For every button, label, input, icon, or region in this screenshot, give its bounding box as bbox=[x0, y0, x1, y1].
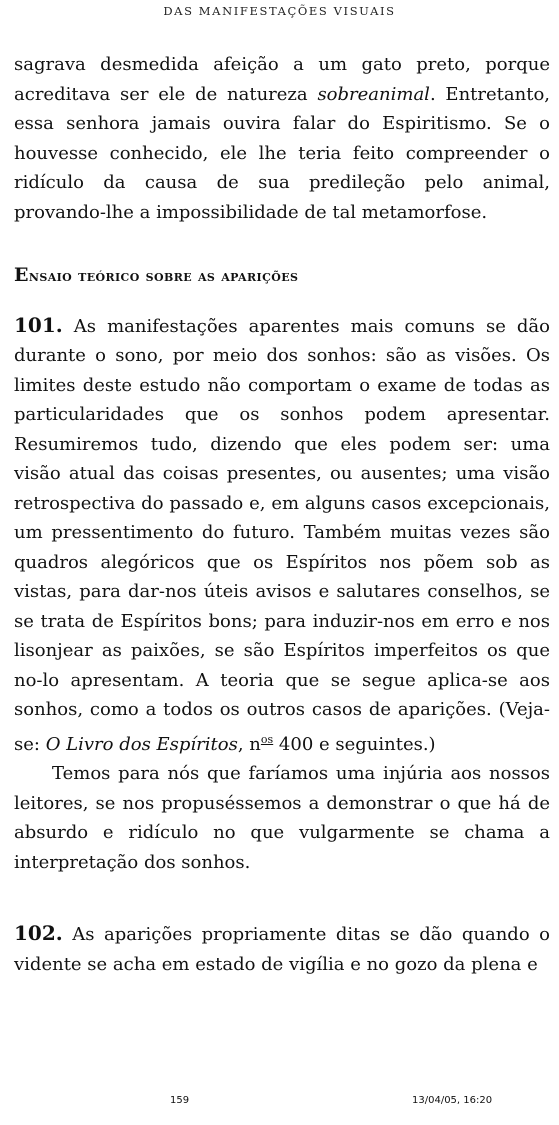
paragraph-number-102: 102. bbox=[14, 921, 63, 945]
paragraph-number-101: 101. bbox=[14, 312, 63, 337]
intro-text-after: . Entretanto, essa senhora jamais ouvira falar do Espiritismo. Se o houvesse conhecido, ele lhe teria feito compreender o ridículo da causa de sua predileção pelo animal, provando-lhe a impossibilidade de tal metamorfose. bbox=[14, 83, 551, 223]
section-heading-initial: E bbox=[14, 264, 29, 286]
paragraph-101-continuation: Temos para nós que faríamos uma injúria aos nossos leitores, se nos propuséssemos a demonstrar o que há de absurdo e ridículo no que vulgarmente se chama a interpretação dos sonhos. bbox=[14, 763, 550, 873]
footer-page-number: 159 bbox=[170, 1095, 190, 1106]
reference-prefix: , n bbox=[237, 733, 261, 755]
paragraph-101-text: As manifestações aparentes mais comuns se dão durante o sono, por meio dos sonhos: são as visões. Os limites deste estudo não comportam o exame de todas as particularidades que os sonhos podem apresentar. Resumiremos tudo, dizendo que eles podem ser: uma visão atual das coisas presentes, ou ausentes; uma visão retrospectiva do passado e, em alguns casos excepcionais, um pressentimento do futuro. Também muitas vezes são quadros alegóricos que os Espíritos nos põem sob as vistas, para dar-nos úteis avisos e salutares conselhos, se se trata de Espíritos bons; para induzir-nos em erro e nos lisonjear as paixões, se são Espíritos imperfeitos os que no-lo apresentam. A teoria que se segue aplica-se aos sonhos, como a todos os outros casos de aparições. (Veja-se: bbox=[14, 315, 550, 755]
spacer bbox=[14, 291, 550, 311]
section-heading bbox=[14, 261, 550, 291]
intro-text-before: sagrava desmedida afeição a um gato preto, porque acreditava ser ele de natureza bbox=[14, 54, 550, 105]
footer-timestamp: 13/04/05, 16:20 bbox=[412, 1095, 493, 1106]
spacer bbox=[14, 227, 550, 261]
paragraph-101 bbox=[14, 311, 550, 760]
section-heading-rest: nsaio teórico sobre as aparições bbox=[28, 266, 299, 285]
reference-superscript: os bbox=[260, 732, 274, 746]
paragraph-102 bbox=[14, 919, 550, 979]
book-title: O Livro dos Espíritos bbox=[45, 733, 238, 755]
intro-paragraph bbox=[14, 50, 550, 227]
spacer bbox=[14, 877, 550, 919]
reference-suffix: 400 e seguintes.) bbox=[273, 733, 436, 755]
intro-italic-term: sobreanimal bbox=[317, 83, 430, 105]
paragraph-102-text: As aparições propriamente ditas se dão quando o vidente se acha em estado de vigília e no gozo da plena e bbox=[14, 924, 550, 975]
running-head: DAS MANIFESTAÇÕES VISUAIS bbox=[163, 4, 396, 18]
page-body bbox=[14, 50, 550, 979]
